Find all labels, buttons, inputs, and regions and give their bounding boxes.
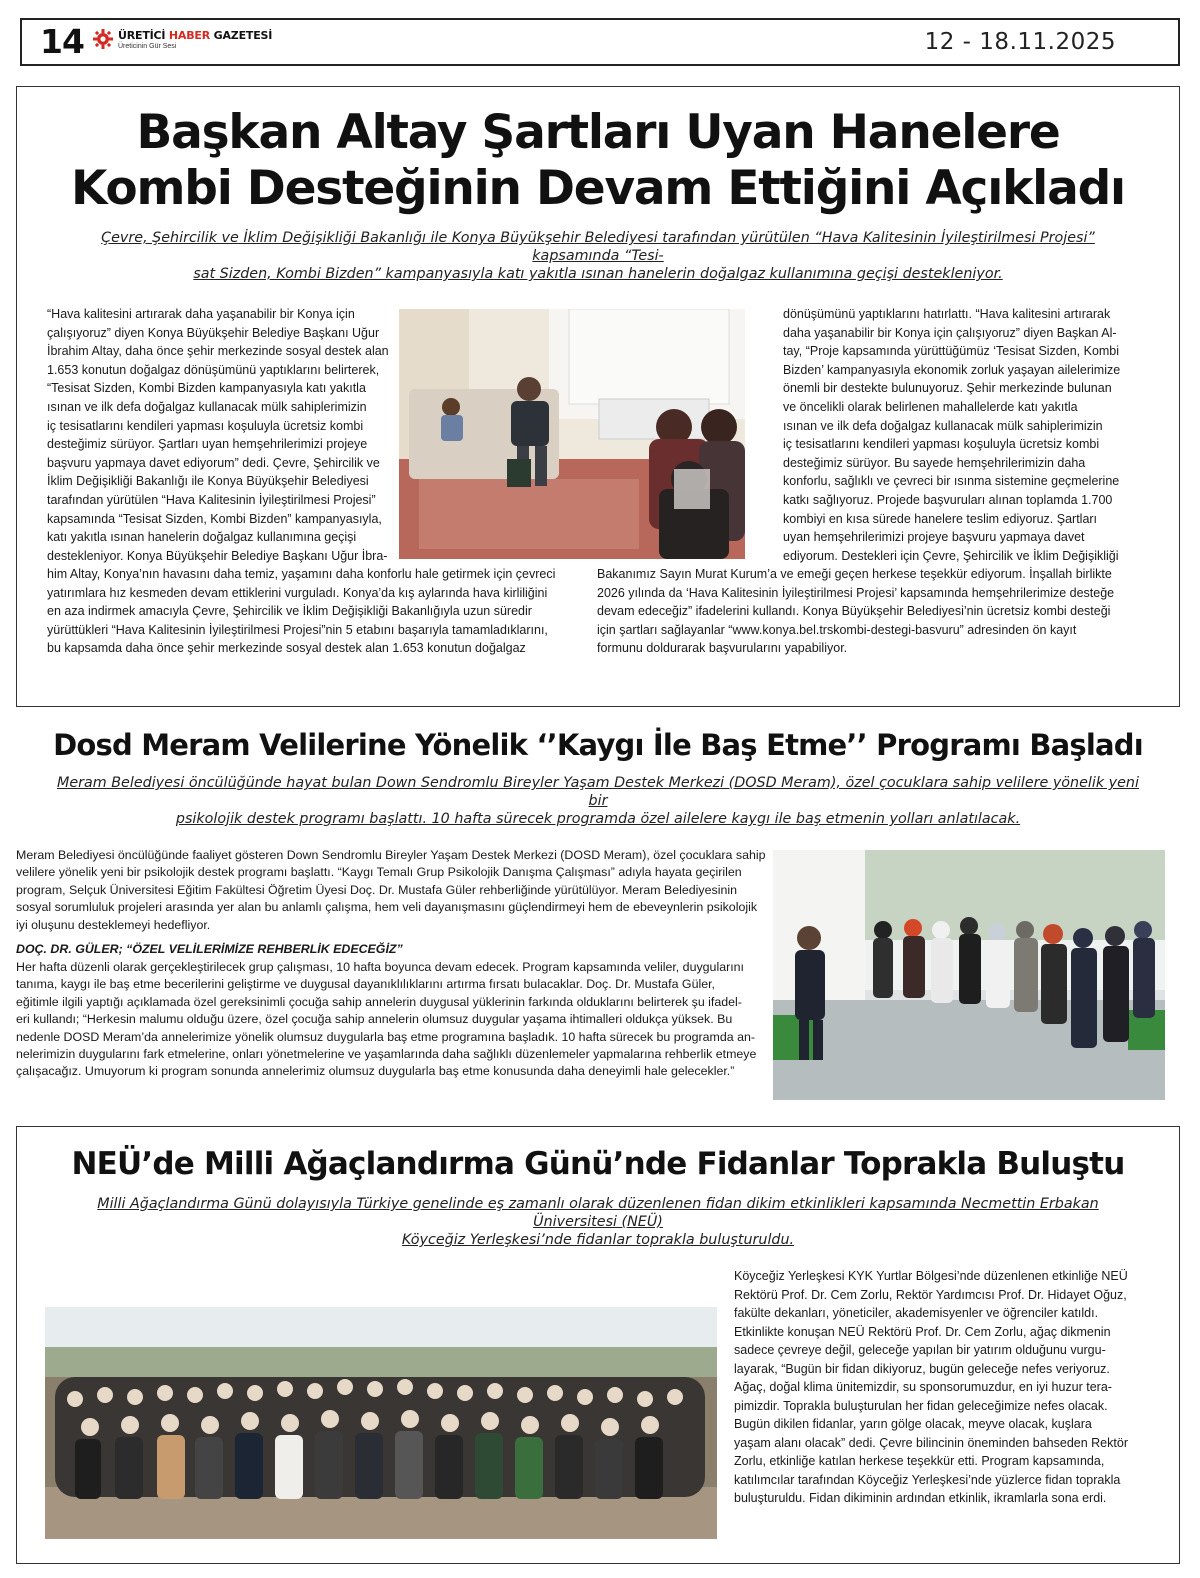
brand-name-part2: HABER	[168, 29, 211, 42]
article2-text-line: eri kullandı; “Herkesin malumu olduğu üzere, özel çocuğa sahip annelerin olumsuz duygular yaşama ihtimalleri oldukça yüksek. Bu	[16, 1012, 733, 1027]
article1-spot	[57, 229, 1139, 283]
article2-spot-line2: psikolojik destek programı başlattı. 10 hafta sürecek programda özel ailelere kaygı ile baş etmenin yolları anlatılacak.	[175, 811, 1021, 827]
article3-text-line: Etkinlikte konuşan NEÜ Rektörü Prof. Dr. Cem Zorlu, ağaç dikmenin	[734, 1324, 1111, 1339]
article1-text-line: 2026 yılında da ‘Hava Kalitesinin İyileştirilmesi Projesi’ kapsamında hemşehrilerimize desteğe	[597, 585, 1115, 600]
article1-column-right	[783, 305, 1163, 565]
article-neu-tree-planting	[16, 1126, 1180, 1564]
page-number: 14	[40, 22, 84, 61]
article2-text-line: Meram Belediyesi öncülüğünde faaliyet gösteren Down Sendromlu Bireyler Yaşam Destek Merkezi (DOSD Meram), özel çocuklara sahip	[16, 848, 766, 862]
article1-text-line: Bizden’ kampanyasıyla ekonomik zorluk yaşayan ailelerimize	[783, 362, 1121, 377]
article3-photo-crowd	[45, 1307, 717, 1539]
article3-spot-line2: Köyceğiz Yerleşkesi’nde fidanlar toprakla buluşturuldu.	[401, 1232, 795, 1248]
article1-text-line: ediyorum. Destekleri için Çevre, Şehircilik ve İklim Değişikliği	[783, 548, 1119, 563]
article3-text-line: pimizdir. Toprakla buluşturulan her fidan geleceğimize nefes olacak.	[734, 1398, 1108, 1413]
article1-text-line: Bakanımız Sayın Murat Kurum’a ve emeği geçen herkese teşekkür ediyorum. İnşallah birlikte	[597, 567, 1112, 581]
article1-text-line: çalışıyoruz” diyen Konya Büyükşehir Belediye Başkanı Uğur	[47, 325, 380, 340]
article1-text-line: ısınan ve ilk defa doğalgaz kullanacak mülk sahiplerimizin	[783, 418, 1103, 433]
article1-text-line: ve öncelikli olarak belirlenen mahallelerde katı yakıtla	[783, 399, 1078, 414]
article1-text-line: tarafından yürütülen “Hava Kalitesinin İyileştirilmesi Projesi”	[47, 492, 376, 507]
article1-column-right-wide	[597, 565, 1167, 658]
article1-spot-line2: sat Sizden, Kombi Bizden” kampanyasıyla katı yakıtla ısınan hanelerin doğalgaz kullanımına geçişi destekleniyor.	[193, 266, 1003, 282]
article1-spot-line1: Çevre, Şehircilik ve İklim Değişikliği Bakanlığı ile Konya Büyükşehir Belediyesi tarafından yürütülen “Hava Kalitesinin İyileştirilmesi Projesi” kapsamında “Tesi-	[101, 230, 1095, 264]
article3-text-line: yaşam alanı olacak” dedi. Çevre bilincinin öneminden bahseden Rektör	[734, 1435, 1128, 1450]
article2-text-line: nelerimizin duygularını fark etmelerine, onları yönetmelerine ve yaşamlarında daha sağlıklı düzenlemeler yapmalarına rehberlik etmeye	[16, 1047, 757, 1062]
article1-text-line: uyan hemşehrilerimizi projeye başvuru yapmaya davet	[783, 530, 1085, 545]
brand-name-part1: ÜRETİCİ	[118, 29, 166, 42]
article2-headline: Dosd Meram Velilerine Yönelik ‘’Kaygı İle Baş Etme’’ Programı Başladı	[53, 728, 1143, 762]
photo-crowd-image	[45, 1307, 717, 1539]
article1-text-line: yürüttükleri “Hava Kalitesinin İyileştirilmesi Projesi”nin 5 etabını başarıyla tamamladıklarını,	[47, 622, 548, 637]
article3-text-line: fakülte dekanları, yöneticiler, akademisyenler ve öğrenciler katıldı.	[734, 1306, 1099, 1320]
brand-slogan: Üreticinin Gür Sesi	[118, 43, 177, 50]
article1-text-line: iç tesisatlarını kendileri yapması koşuluyla ücretsiz kombi	[783, 437, 1100, 452]
article2-spot-line1: Meram Belediyesi öncülüğünde hayat bulan Down Sendromlu Bireyler Yaşam Destek Merkezi (DOSD Meram), özel çocuklara sahip velilere yönelik yeni bir	[57, 775, 1139, 809]
article1-headline-line2: Kombi Desteğinin Devam Ettiğini Açıkladı	[71, 161, 1125, 216]
article3-text-line: Bugün dikilen fidanlar, yarın gölge olacak, meyve olacak, kuşlara	[734, 1417, 1092, 1431]
article1-text-line: İklim Değişikliği Bakanlığı ile Konya Büyükşehir Belediyesi	[47, 474, 369, 489]
article2-text-line: tanıma, kaygı ile baş etme becerilerini geliştirme ve duygusal dayanıklılıklarını artırma fırsatı bulacaklar. Doç. Dr. Mustafa Güler,	[16, 977, 715, 992]
article1-text-line: daha yaşanabilir bir Konya için çalışıyoruz” diyen Başkan Al-	[783, 325, 1117, 340]
article2-paragraph1	[16, 847, 766, 934]
article1-text-line: destekleniyor. Konya Büyükşehir Belediye Başkanı Uğur İbra-	[47, 548, 388, 563]
brand	[118, 29, 272, 52]
article3-headline: NEÜ’de Milli Ağaçlandırma Günü’nde Fidanlar Toprakla Buluştu	[71, 1146, 1125, 1182]
article-dosd-meram	[16, 716, 1180, 1116]
article2-text-line: nedenle DOSD Meram’da annelerimize yönelik olumsuz duygularla baş etme programına başladık. 10 hafta sürecek bu programda an-	[16, 1029, 756, 1044]
article2-text-line: velilere yönelik yeni bir psikolojik destek programı başlattı. “Kaygı Temalı Grup Psikolojik Danışma Çalışması” adıyla hayata geçirilen	[16, 865, 742, 880]
article1-text-line: yatırımlara hız kesmeden devam ettiklerini vurguladı. Konya’da kış aylarında hava kirliliğini	[47, 585, 548, 600]
article2-text-line: çalışacağız. Umuyorum ki program sonunda annelerimiz olumsuz duygularla baş etme konusunda daha deneyimli hale gelecekler.”	[16, 1064, 735, 1079]
article1-text-line: desteğimiz sürüyor. Bu sayede hemşehrilerimizin daha	[783, 455, 1086, 470]
article1-column-left	[47, 305, 417, 565]
photo-group-image	[773, 850, 1165, 1100]
article1-text-line: en aza indirmek amacıyla Çevre, Şehircilik ve İklim Değişikliği Bakanlığıyla uzun süredir	[47, 604, 532, 619]
article3-text-line: sadece çevreye değil, geleceğe yapılan bir yatırım olduğunu vurgu-	[734, 1343, 1106, 1357]
article1-text-line: devam edeceğiz” ifadelerini kullandı. Konya Büyükşehir Belediyesi’nin ücretsiz kombi desteği	[597, 604, 1111, 619]
article1-text-line: bu kapsamda daha önce şehir merkezinde sosyal destek alan 1.653 konutun doğalgaz	[47, 641, 526, 656]
article1-text-line: ısınan ve ilk defa doğalgaz kullanacak mülk sahiplerimizin	[47, 399, 367, 414]
article2-subheading: DOÇ. DR. GÜLER; “ÖZEL VELİLERİMİZE REHBERLİK EDECEĞİZ”	[16, 942, 403, 956]
article2-text-line: sosyal sorumluluk projeleri arasında yer alan bu anlamlı çalışma, hem veli dayanışmasını güçlendirmeyi hem de ebeveynlerin psikolojik	[16, 900, 758, 915]
gear-logo-icon	[92, 28, 114, 50]
article3-text-line: layarak, “Bugün bir fidan dikiyoruz, bugün geleceğe nefes veriyoruz.	[734, 1361, 1110, 1376]
article1-column-left-wide	[47, 565, 607, 658]
photo-home-visit-image	[399, 309, 745, 559]
article1-photo-home-visit	[399, 309, 745, 559]
article1-text-line: formunu doldurarak başvurularını yapabiliyor.	[597, 641, 848, 656]
article1-text-line: kombiyi en kısa sürede hanelere teslim ediyoruz. Şartları	[783, 511, 1098, 526]
article3-text-line: Köyceğiz Yerleşkesi KYK Yurtlar Bölgesi’nde düzenlenen etkinliğe NEÜ	[734, 1269, 1128, 1283]
article1-headline-line1: Başkan Altay Şartları Uyan Hanelere	[136, 105, 1060, 160]
article1-text-line: konforlu, sağlıklı ve çevreci bir ısınma sistemine geçmelerine	[783, 474, 1120, 489]
article2-text-line: program, Selçuk Üniversitesi Eğitim Fakültesi Öğretim Üyesi Doç. Dr. Mustafa Güler rehberliğinde yürütülüyor. Meram Belediyesinin	[16, 882, 737, 897]
article1-text-line: him Altay, Konya’nın havasını daha temiz, yaşamını daha konforlu hale getirmek için çevreci	[47, 567, 556, 581]
article1-text-line: kapsamında “Tesisat Sizden, Kombi Bizden” kampanyasıyla,	[47, 511, 382, 526]
article1-text-line: desteğimiz sürüyor. Şartları uyan hemşehrilerimizi projeye	[47, 437, 368, 452]
article3-spot	[57, 1195, 1139, 1249]
article1-text-line: dönüşümünü yaptıklarını hatırlattı. “Hava kalitesini artırarak	[783, 307, 1111, 321]
article1-text-line: katı yakıtla ısınan hanelerin doğalgaz kullanımına geçişi	[47, 530, 357, 545]
article1-text-line: önemli bir destekte bulunuyoruz. Şehir merkezinde bulunan	[783, 381, 1112, 396]
brand-name-part3: GAZETESİ	[213, 29, 273, 42]
article1-text-line: “Tesisat Sizden, Kombi Bizden kampanyasıyla katı yakıtla	[47, 381, 366, 396]
article1-text-line: için şartları sağlayanlar “www.konya.bel.trskombi-destegi-basvuru” adresinden ön kayıt	[597, 622, 1077, 637]
article1-text-line: İbrahim Altay, daha önce şehir merkezinde sosyal destek alan	[47, 344, 389, 359]
article1-text-line: tay, “Proje kapsamında yürüttüğümüz ‘Tesisat Sizden, Kombi	[783, 344, 1120, 359]
article1-text-line: iç tesisatlarını kendileri yapması koşuluyla ücretsiz kombi	[47, 418, 364, 433]
article-kombi-support	[16, 86, 1180, 707]
article3-spot-line1: Milli Ağaçlandırma Günü dolayısıyla Türkiye genelinde eş zamanlı olarak düzenlenen fidan dikim etkinlikleri kapsamında Necmettin Erbakan Üniversitesi (NEÜ)	[97, 1196, 1099, 1230]
article1-headline	[17, 105, 1179, 217]
article2-text-line: iyi oluşunu desteklemeyi hedefliyor.	[16, 917, 211, 932]
article2-text-line: eğitimle ilgili yaptığı açıklamada özel gereksinimli çocuğa sahip annelerin duygusal yüklerinin farkında olduklarını belirterek şu ifadel-	[16, 994, 742, 1009]
article1-text-line: “Hava kalitesini artırarak daha yaşanabilir bir Konya için	[47, 307, 355, 321]
article3-text-line: Zorlu, etkinliğe katılan herkese teşekkür etti. Program kapsamında,	[734, 1454, 1105, 1468]
article3-text-line: katılımcılar tarafından Köyceğiz Yerleşkesi’nde yüzlerce fidan toprakla	[734, 1472, 1121, 1487]
article2-text-line: Her hafta düzenli olarak gerçekleştirilecek grup çalışması, 10 hafta boyunca devam edecek. Program kapsamında veliler, duygularını	[16, 960, 744, 974]
article1-text-line: başvuru yapmaya davet ediyorum” dedi. Çevre, Şehircilik ve	[47, 455, 380, 470]
article2-paragraph2	[16, 959, 766, 1081]
brand-name	[118, 29, 272, 42]
article3-body	[734, 1267, 1174, 1508]
page-header	[20, 18, 1180, 66]
article1-text-line: 1.653 konutun doğalgaz dönüşümünü yaptıklarını belirterek,	[47, 362, 380, 377]
article3-text-line: Ağaç, doğal klima ünitemizdir, su sponsorumuzdur, en iyi huzur tera-	[734, 1380, 1112, 1394]
article3-text-line: buluşturuldu. Fidan dikiminin ardından etkinlik, ikramlarla sona erdi.	[734, 1491, 1107, 1505]
article2-photo-group	[773, 850, 1165, 1100]
issue-date: 12 - 18.11.2025	[924, 29, 1116, 55]
article3-text-line: Rektörü Prof. Dr. Cem Zorlu, Rektör Yardımcısı Prof. Dr. Hidayet Oğuz,	[734, 1287, 1127, 1302]
article1-text-line: katkı sağlıyoruz. Projede başvuruları alınan toplamda 1.700	[783, 492, 1113, 507]
article2-spot	[56, 774, 1140, 828]
